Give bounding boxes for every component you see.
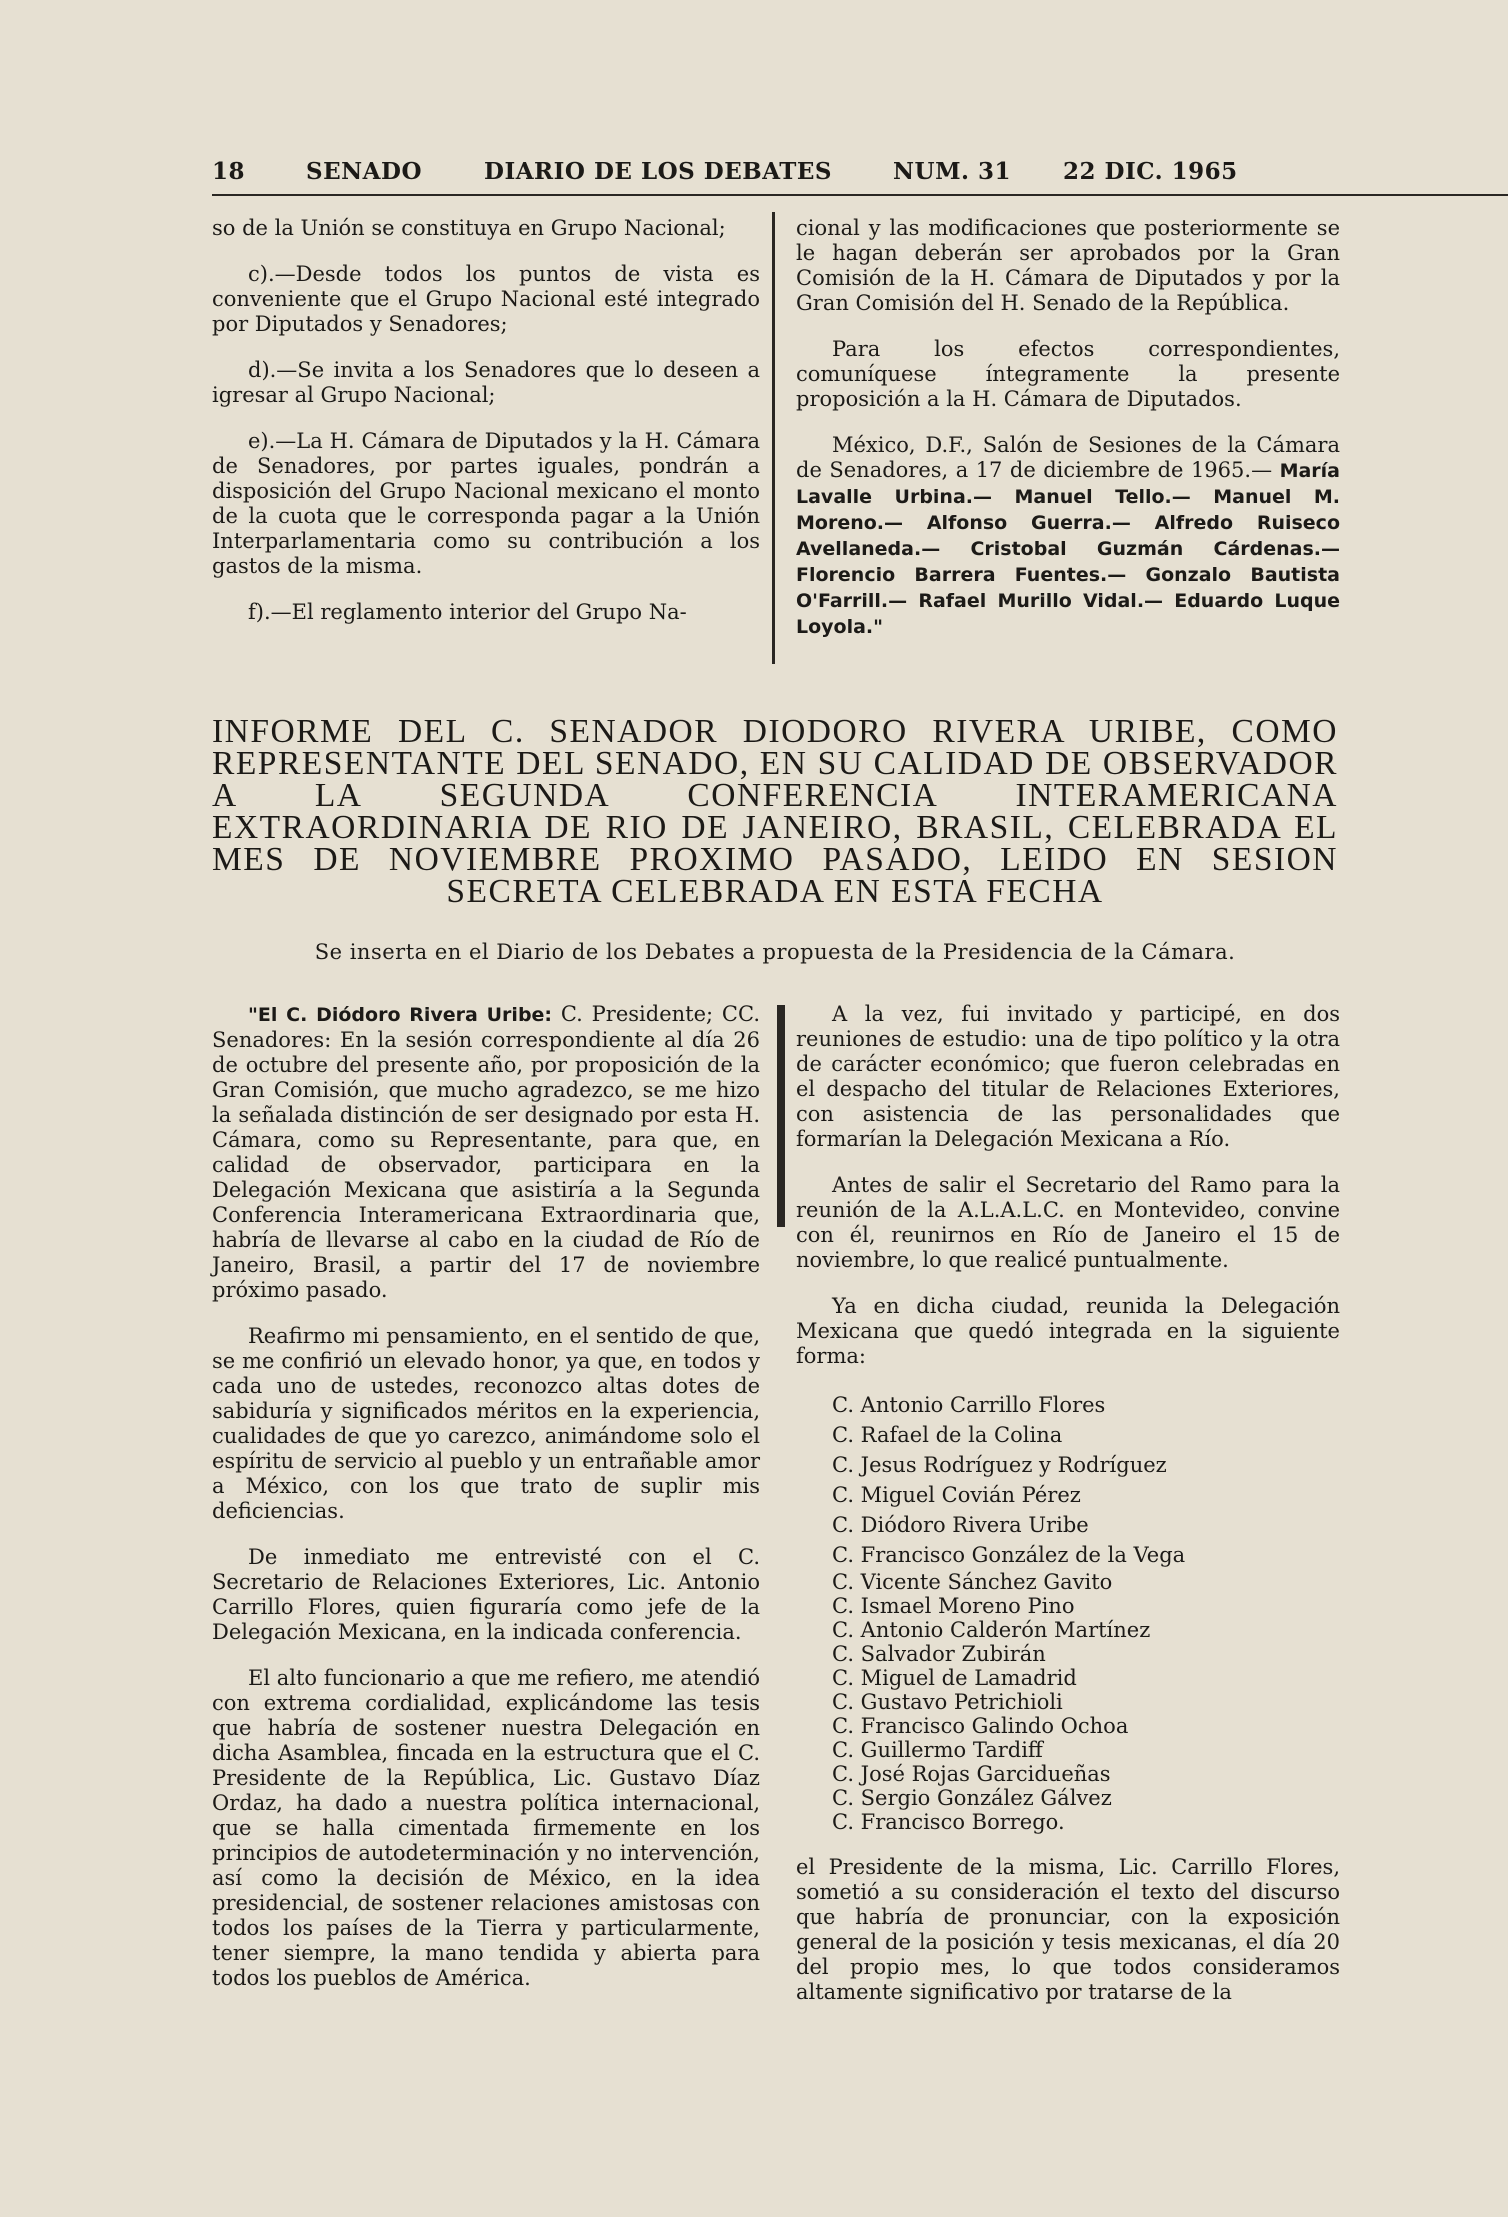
header-section: SENADO [306,158,422,185]
list-item: C. Guillermo Tardiff [832,1738,1043,1762]
report-subtitle: Se inserta en el Diario de los Debates a propuesta de la Presidencia de la Cámara. [314,940,1236,964]
list-item: C. Gustavo Petrichioli [832,1690,1063,1714]
paragraph: d).—Se invita a los Senadores que lo deseen a igresar al Grupo Nacional; [212,358,760,407]
list-item: C. Diódoro Rivera Uribe [832,1513,1089,1537]
paragraph: Ya en dicha ciudad, reunida la Delegación Mexicana que quedó integrada en la siguiente forma: [796,1294,1340,1368]
paragraph: el Presidente de la misma, Lic. Carrillo Flores, sometió a su consideración el texto del discurso que habría de pronunciar, con la exposición general de la posición y tesis mexicanas, el día 20 del propio mes, lo que todos consideramos altamente significativo por tratarse de la [796,1855,1340,2004]
paragraph: A la vez, fui invitado y participé, en dos reuniones de estudio: una de tipo político y la otra de carácter económico; que fueron celebradas en el despacho del titular de Relaciones Exteriores, con asistencia de las personalidades que formarían la Delegación Mexicana a Río. [796,1002,1340,1151]
list-item: C. Miguel Covián Pérez [832,1483,1081,1507]
list-item: C. Miguel de Lamadrid [832,1666,1077,1690]
header-publication: DIARIO DE LOS DEBATES [484,158,833,185]
header-rule [212,194,1508,196]
top-left-column [212,216,760,646]
header-date: 22 DIC. 1965 [1063,158,1238,185]
list-item: C. Sergio González Gálvez [832,1786,1112,1810]
paragraph [212,1002,760,1303]
header-issue: NUM. 31 [893,158,1012,185]
list-item: C. Rafael de la Colina [832,1423,1063,1447]
bottom-left-column [212,1002,760,2012]
paragraph: cional y las modificaciones que posteriormente se le hagan deberán ser aprobados por la Gran Comisión de la H. Cámara de Diputados y por la Gran Comisión del H. Senado de la República. [796,216,1340,315]
list-item: C. Ismael Moreno Pino [832,1594,1075,1618]
report-title: INFORME DEL C. SENADOR DIODORO RIVERA URIBE, COMO REPRESENTANTE DEL SENADO, EN SU CALIDAD DE OBSERVADOR A LA SEGUNDA CONFERENCIA INTERAMERICANA EXTRAORDINARIA DE RIO DE JANEIRO, BRASIL, CELEBRADA EL MES DE NOVIEMBRE PROXIMO PASADO, LEIDO EN SESION SECRETA CELEBRADA EN ESTA FECHA [212,713,1338,910]
paragraph: De inmediato me entrevisté con el C. Secretario de Relaciones Exteriores, Lic. Antonio Carrillo Flores, quien figuraría como jefe de la Delegación Mexicana, en la indicada conferencia. [212,1545,760,1644]
column-divider [772,212,775,664]
dateline: México, D.F., Salón de Sesiones de la Cámara de Senadores, a 17 de diciembre de 1965.— [796,433,1340,482]
list-item: C. Vicente Sánchez Gavito [832,1570,1113,1594]
speaker-name: "El C. Diódoro Rivera Uribe: [248,1004,553,1026]
list-item: C. Francisco Galindo Ochoa [832,1714,1129,1738]
speech-text: C. Presidente; CC. Senadores: En la sesión correspondiente al día 26 de octubre del presente año, por proposición de la Gran Comisión, que mucho agradezco, se me hizo la señalada distinción de ser designado por esta H. Cámara, como su Representante, para que, en calidad de observador, participara en la Delegación Mexicana que asistiría a la Segunda Conferencia Interamericana Extraordinaria que, habría de llevarse al cabo en la ciudad de Río de Janeiro, Brasil, a partir del 17 de noviembre próximo pasado. [212,1002,760,1302]
paragraph: Reafirmo mi pensamiento, en el sentido de que, se me confirió un elevado honor, ya que, en todos y cada uno de ustedes, reconozco altas dotes de sabiduría y significados méritos en la experiencia, cualidades de que yo carezco, animándome solo el espíritu de servicio al pueblo y un entrañable amor a México, con los que trato de suplir mis deficiencias. [212,1324,760,1523]
column-divider [777,1005,785,1227]
paragraph: El alto funcionario a que me refiero, me atendió con extrema cordialidad, explicándome las tesis que habría de sostener nuestra Delegación en dicha Asamblea, fincada en la estructura que el C. Presidente de la República, Lic. Gustavo Díaz Ordaz, ha dado a nuestra política internacional, que se halla cimentada firmemente en los principios de autodeterminación y no intervención, así como la decisión de México, en la idea presidencial, de sostener relaciones amistosas con todos los países de la Tierra y particularmente, tener siempre, la mano tendida y abierta para todos los pueblos de América. [212,1666,760,1990]
paragraph: Para los efectos correspondientes, comuníquese íntegramente la presente proposición a la H. Cámara de Diputados. [796,337,1340,411]
paragraph: so de la Unión se constituya en Grupo Nacional; [212,216,726,240]
paragraph: e).—La H. Cámara de Diputados y la H. Cámara de Senadores, por partes iguales, pondrán a disposición del Grupo Nacional mexicano el monto de la cuota que le corresponda pagar a la Unión Interparlamentaria como su contribución a los gastos de la misma. [212,429,760,578]
paragraph [796,433,1340,640]
list-item: C. Francisco González de la Vega [832,1543,1186,1567]
signers: María Lavalle Urbina.— Manuel Tello.— Manuel M. Moreno.— Alfonso Guerra.— Alfredo Ruiseco Avellaneda.— Cristobal Guzmán Cárdenas.— Florencio Barrera Fuentes.— Gonzalo Bautista O'Farrill.— Rafael Murillo Vidal.— Eduardo Luque Loyola." [796,460,1340,638]
paragraph: f).—El reglamento interior del Grupo Na- [248,600,687,624]
paragraph: Antes de salir el Secretario del Ramo para la reunión de la A.L.A.L.C. en Montevideo, convine con él, reunirnos en Río de Janeiro el 15 de noviembre, lo que realicé puntualmente. [796,1173,1340,1272]
page-number: 18 [212,158,246,185]
list-item: C. Antonio Carrillo Flores [832,1393,1106,1417]
list-item: C. Salvador Zubirán [832,1642,1046,1666]
list-item: C. Antonio Calderón Martínez [832,1618,1151,1642]
paragraph: c).—Desde todos los puntos de vista es conveniente que el Grupo Nacional esté integrado por Diputados y Senadores; [212,262,760,336]
top-right-column [796,216,1340,661]
bottom-right-column [796,1002,1340,2026]
list-item: C. José Rojas Garcidueñas [832,1762,1111,1786]
delegation-list [796,1390,1340,1834]
list-item: C. Jesus Rodríguez y Rodríguez [832,1453,1167,1477]
list-item: C. Francisco Borrego. [832,1810,1065,1834]
